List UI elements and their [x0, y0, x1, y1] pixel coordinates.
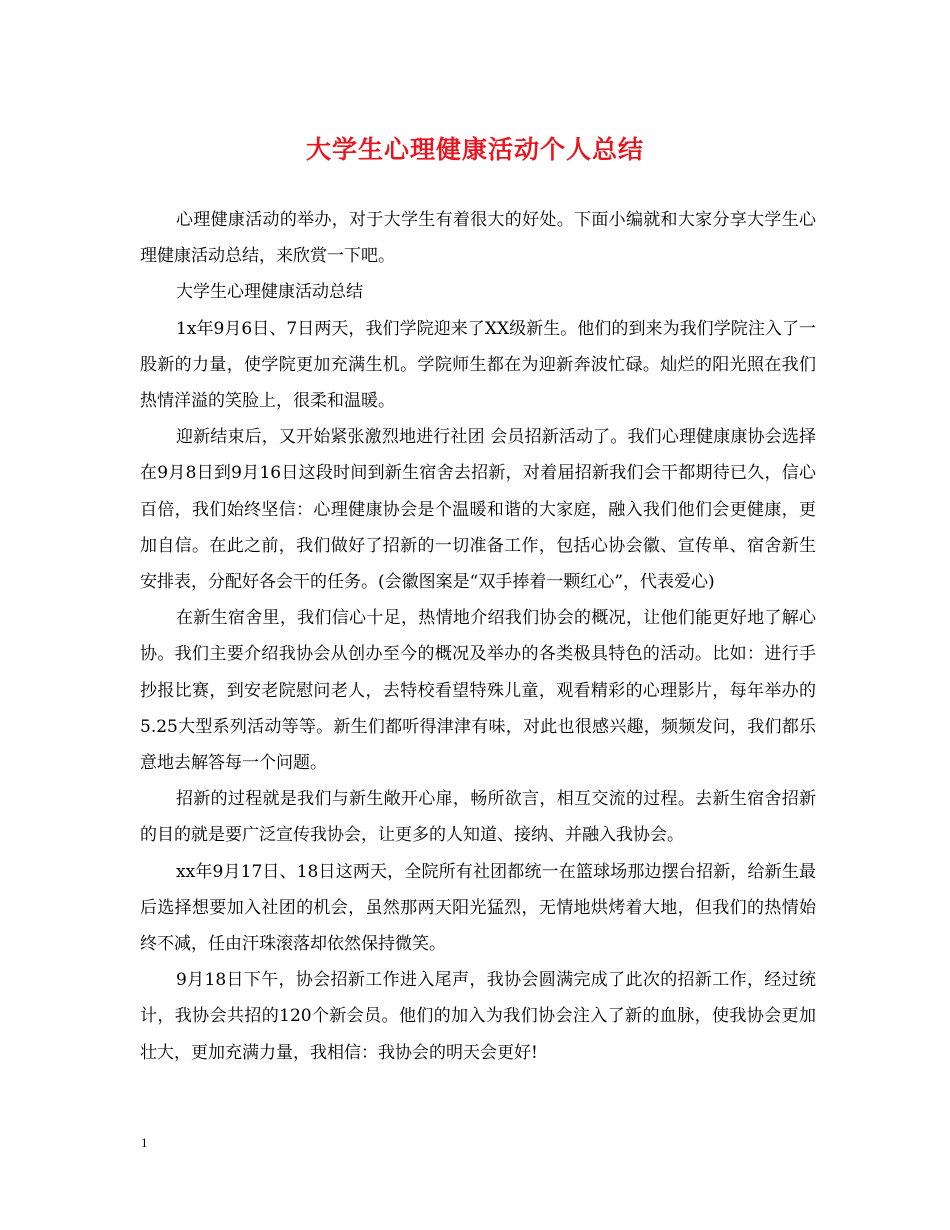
paragraph-intro: 心理健康活动的举办，对于大学生有着很大的好处。下面小编就和大家分享大学生心理健康活动总结，来欣赏一下吧。: [140, 210, 816, 267]
document-body: [140, 202, 816, 1071]
paragraph-dormitory: 在新生宿舍里，我们信心十足，热情地介绍我们协会的概况，让他们能更好地了解心协。我们主要介绍我协会从创办至今的概况及举办的各类极具特色的活动。比如：进行手抄报比赛，到安老院慰问老人，去特校看望特殊儿童，观看精彩的心理影片，每年举办的5.25大型系列活动等等。新生们都听得津津有味，对此也很感兴趣，频频发问，我们都乐意地去解答每一个问题。: [140, 608, 816, 774]
section-heading: 大学生心理健康活动总结: [176, 282, 363, 303]
paragraph-recruitment: 迎新结束后，又开始紧张激烈地进行社团 会员招新活动了。我们心理健康康协会选择在9月8日到9月16日这段时间到新生宿舍去招新，对着届招新我们会干都期待已久，信心百倍，我们始终坚信：心理健康协会是个温暖和谐的大家庭，融入我们他们会更健康，更加自信。在此之前，我们做好了招新的一切准备工作，包括心协会徽、宣传单、宿舍新生安排表，分配好各会干的任务。(会徽图案是“双手捧着一颗红心”，代表爱心): [140, 427, 816, 593]
paragraph-welcome: 1x年9月6日、7日两天，我们学院迎来了XX级新生。他们的到来为我们学院注入了一股新的力量，使学院更加充满生机。学院师生都在为迎新奔波忙碌。灿烂的阳光照在我们热情洋溢的笑脸上，很柔和温暖。: [140, 318, 816, 412]
paragraph-booth: xx年9月17日、18日这两天，全院所有社团都统一在篮球场那边摆台招新，给新生最后选择想要加入社团的机会，虽然那两天阳光猛烈，无情地烘烤着大地，但我们的热情始终不减，任由汗珠滚落却依然保持微笑。: [140, 861, 816, 955]
page-number: 1: [141, 1135, 148, 1150]
paragraph-conclusion: 9月18日下午，协会招新工作进入尾声，我协会圆满完成了此次的招新工作，经过统计，我协会共招的120个新会员。他们的加入为我们协会注入了新的血脉，使我协会更加壮大，更加充满力量，我相信：我协会的明天会更好!: [140, 970, 816, 1063]
document-title: 大学生心理健康活动个人总结: [305, 135, 644, 164]
paragraph-process: 招新的过程就是我们与新生敞开心扉，畅所欲言，相互交流的过程。去新生宿舍招新的目的就是要广泛宣传我协会，让更多的人知道、接纳、并融入我协会。: [140, 789, 816, 846]
